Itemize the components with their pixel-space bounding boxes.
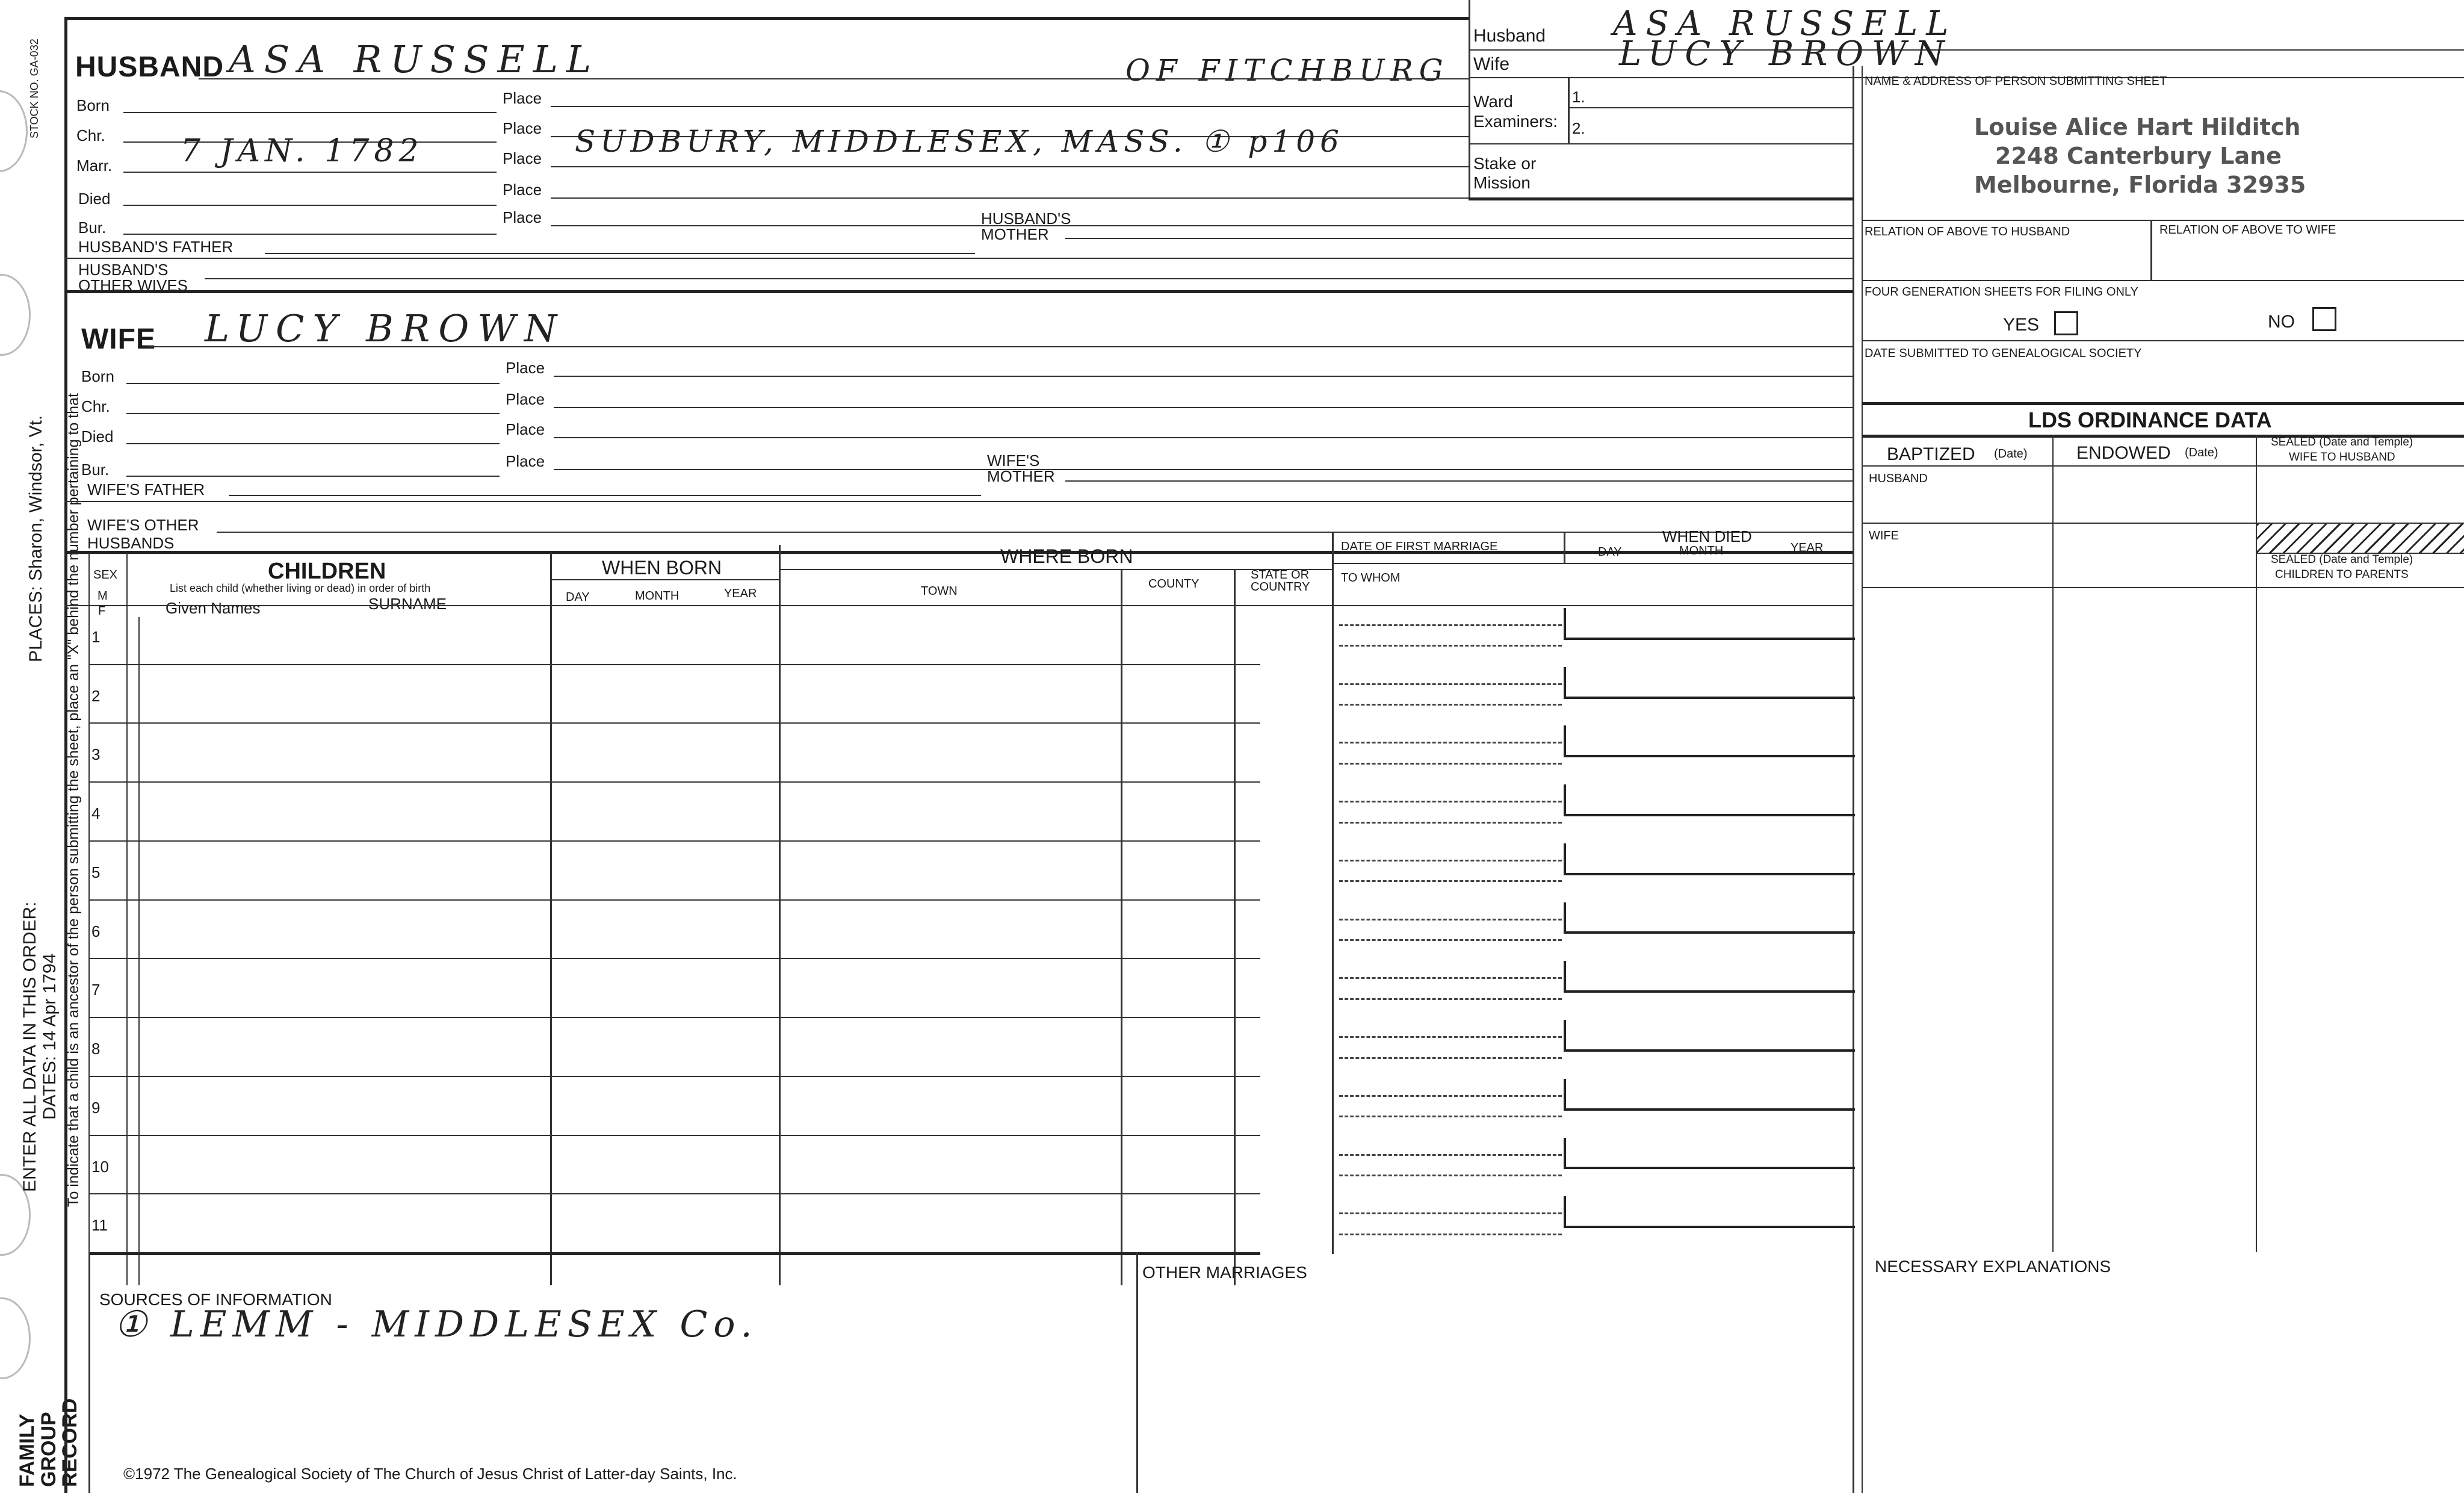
- husband-father-label: HUSBAND'S FATHER: [78, 238, 234, 256]
- husband-chr-label: Chr.: [76, 126, 105, 144]
- when-born-left: [550, 553, 552, 1285]
- child-marriage-dash: [1339, 624, 1562, 626]
- husband-marr-date: 7 JAN. 1782: [181, 133, 424, 169]
- date-submitted-label: DATE SUBMITTED TO GENEALOGICAL SOCIETY: [1865, 347, 2142, 360]
- header-husband-value: ASA RUSSELL: [1613, 4, 1957, 43]
- state-left: [1234, 569, 1236, 1285]
- husband-father-sep: [64, 258, 1853, 259]
- husband-died-label: Died: [78, 190, 111, 208]
- child-row-number: 7: [91, 981, 101, 999]
- lds-hatched-area: [2257, 524, 2464, 553]
- ward-label: Ward: [1473, 92, 1513, 111]
- no-checkbox[interactable]: [2312, 307, 2336, 331]
- child-whom-dash: [1339, 645, 1562, 647]
- child-row-separator: [88, 840, 1260, 842]
- husband-mother-label: HUSBAND'S MOTHER: [981, 210, 1071, 243]
- header-husband-label: Husband: [1473, 26, 1546, 46]
- husband-other-wives-label: HUSBAND'S OTHER WIVES: [78, 261, 188, 294]
- relation-wife-label: RELATION OF ABOVE TO WIFE: [2159, 223, 2336, 237]
- child-whom-dash: [1339, 998, 1562, 1000]
- born-month: MONTH: [635, 589, 679, 603]
- wife-bur-label: Bur.: [81, 461, 110, 479]
- husband-born-label: Born: [76, 96, 110, 114]
- husband-section-bottom: [64, 290, 1853, 293]
- child-died-field: [1564, 1020, 1855, 1052]
- wife-died-place-line: [554, 437, 1853, 438]
- frame-left: [64, 17, 67, 1493]
- child-marriage-dash: [1339, 860, 1562, 861]
- punch-hole: [0, 90, 28, 172]
- punch-hole: [0, 274, 31, 356]
- four-gen-bottom: [1862, 340, 2464, 341]
- children-instructions: List each child (whether living or dead) in order of birth: [170, 582, 431, 594]
- divider-right: [1853, 66, 1854, 1493]
- child-whom-dash: [1339, 880, 1562, 882]
- form-title-text: FAMILY GROUP RECORD: [16, 1398, 82, 1487]
- enter-all-note: ENTER ALL DATA IN THIS ORDER:: [20, 901, 40, 1192]
- child-row-number: 9: [91, 1098, 101, 1117]
- wife-bur-place-line: [554, 469, 1853, 470]
- sex-f: F: [98, 604, 106, 618]
- children-header-bottom: [64, 605, 1853, 606]
- wife-heading: WIFE: [81, 323, 156, 355]
- child-row-number: 11: [91, 1216, 108, 1235]
- child-whom-dash: [1339, 822, 1562, 824]
- form-title: [16, 1398, 82, 1487]
- relation-bottom: [1862, 280, 2464, 281]
- husband-bur-place-label: Place: [503, 208, 542, 226]
- wife-mother-line: [1065, 480, 1853, 482]
- child-marriage-dash: [1339, 977, 1562, 979]
- bottom-left: [88, 1252, 90, 1493]
- sealed-children-1: SEALED (Date and Temple): [2271, 553, 2413, 566]
- wife-chr-place-line: [554, 407, 1853, 408]
- child-marriage-dash: [1339, 919, 1562, 920]
- child-marriage-dash: [1339, 683, 1562, 685]
- sealed-wife-1: SEALED (Date and Temple): [2271, 436, 2413, 449]
- child-row-separator: [88, 958, 1260, 959]
- child-whom-dash: [1339, 763, 1562, 765]
- child-whom-dash: [1339, 1057, 1562, 1059]
- necessary-explanations-label: NECESSARY EXPLANATIONS: [1875, 1257, 2111, 1276]
- other-marriages-label: OTHER MARRIAGES: [1142, 1263, 1307, 1282]
- child-row-number: 10: [91, 1157, 109, 1176]
- child-died-field: [1564, 608, 1855, 640]
- submitter-bottom: [1862, 220, 2464, 221]
- child-died-field: [1564, 961, 1855, 993]
- wife-father-label: WIFE'S FATHER: [87, 480, 205, 498]
- husband-born-line: [123, 112, 497, 113]
- sex-label: SEX: [93, 568, 118, 582]
- county-left: [1121, 569, 1122, 1285]
- state-label-2: COUNTRY: [1251, 580, 1310, 594]
- wife-section-bottom: [64, 551, 1853, 554]
- given-names-label: Given Names: [166, 599, 261, 617]
- child-row-separator: [88, 1017, 1260, 1018]
- wife-other-husbands-line: [217, 532, 1853, 533]
- sealed-wife-2: WIFE TO HUSBAND: [2289, 451, 2395, 464]
- born-year: YEAR: [724, 587, 757, 600]
- child-whom-dash: [1339, 1116, 1562, 1117]
- state-label-1: STATE OR: [1251, 568, 1310, 582]
- punch-hole: [0, 1297, 31, 1379]
- lds-wife-label: WIFE: [1869, 529, 1899, 542]
- to-whom-label: TO WHOM: [1341, 571, 1401, 585]
- wife-chr-place-label: Place: [506, 390, 545, 408]
- born-day: DAY: [566, 591, 590, 604]
- died-year: YEAR: [1791, 541, 1824, 554]
- header-box-bottom: [1469, 197, 1854, 200]
- died-left: [1564, 532, 1565, 563]
- source-entry: ① LEMM - MIDDLESEX Co.: [114, 1303, 758, 1346]
- husband-extra: OF FITCHBURG: [1125, 53, 1449, 88]
- town-label: TOWN: [921, 585, 958, 598]
- husband-died-place-label: Place: [503, 181, 542, 199]
- mission-label: Mission: [1473, 173, 1531, 192]
- child-whom-dash: [1339, 1175, 1562, 1176]
- child-row-number: 1: [91, 628, 101, 646]
- ancestor-instruction: To indicate that a child is an ancestor of the person submitting the sheet, place an "X" behind the number pertaining to that: [65, 393, 82, 1207]
- child-row-number: 6: [91, 922, 101, 940]
- examiner-1: 1.: [1572, 88, 1585, 106]
- frame-top: [64, 17, 1470, 20]
- submitter-city: Melbourne, Florida 32935: [1974, 172, 2306, 198]
- child-row-number: 5: [91, 863, 101, 881]
- children-name-left: [126, 553, 128, 1285]
- county-label: COUNTY: [1148, 577, 1199, 591]
- examiner-2: 2.: [1572, 119, 1585, 137]
- submitter-name: Louise Alice Hart Hilditch: [1974, 114, 2301, 140]
- child-row-number: 4: [91, 804, 101, 823]
- submitter-street: 2248 Canterbury Lane: [1995, 143, 2282, 169]
- relation-husband-label: RELATION OF ABOVE TO HUSBAND: [1865, 225, 2070, 238]
- wife-born-line: [126, 383, 500, 384]
- wife-died-place-label: Place: [506, 420, 545, 438]
- children-title: CHILDREN: [268, 559, 386, 584]
- copyright: ©1972 The Genealogical Society of The Church of Jesus Christ of Latter-day Saints, Inc.: [123, 1465, 737, 1483]
- husband-name: ASA RUSSELL: [229, 37, 600, 81]
- husband-marr-label: Marr.: [76, 157, 113, 175]
- wife-born-place-label: Place: [506, 359, 545, 377]
- examiner-1-line: [1568, 107, 1853, 108]
- wife-chr-label: Chr.: [81, 397, 110, 415]
- child-row-separator: [88, 1135, 1260, 1136]
- marriage-left: [1332, 532, 1334, 1254]
- husband-bur-place-line: [551, 225, 1853, 226]
- child-died-field: [1564, 725, 1855, 757]
- husband-died-line: [123, 205, 497, 206]
- sex-m: M: [98, 589, 108, 603]
- wife-chr-line: [126, 413, 500, 414]
- lds-wife-bottom: [1862, 587, 2464, 588]
- husband-born-place-line: [551, 106, 1469, 107]
- child-died-field: [1564, 784, 1855, 816]
- husband-name-line: [199, 78, 1469, 79]
- wife-bur-line: [126, 476, 500, 477]
- marriage-sub: [1332, 563, 1853, 564]
- child-marriage-dash: [1339, 1036, 1562, 1038]
- wife-name-line: [147, 346, 1853, 347]
- sealed-children-2: CHILDREN TO PARENTS: [2275, 568, 2409, 581]
- husband-father-line: [265, 253, 975, 254]
- died-month: MONTH: [1679, 544, 1724, 557]
- husband-bur-line: [123, 234, 497, 235]
- child-row-separator: [88, 1193, 1260, 1194]
- child-row-separator: [88, 664, 1260, 665]
- stock-number: STOCK NO. GA-032: [28, 39, 40, 138]
- when-born-sub: [550, 579, 779, 580]
- husband-marr-place: SUDBURY, MIDDLESEX, MASS. ① p106: [575, 124, 1344, 159]
- endowed-date-label: (Date): [2185, 446, 2218, 459]
- child-row-separator: [88, 781, 1260, 783]
- other-marriages-left: [1136, 1252, 1138, 1493]
- when-died-label: WHEN DIED: [1662, 527, 1752, 545]
- when-born-label: WHEN BORN: [602, 557, 722, 579]
- divider-header: [1469, 0, 1470, 199]
- child-row-number: 8: [91, 1040, 101, 1058]
- husband-other-wives-line: [205, 278, 1853, 279]
- child-row-separator: [88, 1076, 1260, 1077]
- child-whom-dash: [1339, 1234, 1562, 1235]
- places-note: PLACES: Sharon, Windsor, Vt.: [26, 415, 46, 662]
- wife-other-husbands-label: WIFE'S OTHER HUSBANDS: [87, 516, 199, 552]
- husband-born-place-label: Place: [503, 89, 542, 107]
- four-gen-label: FOUR GENERATION SHEETS FOR FILING ONLY: [1865, 285, 2138, 299]
- dates-note: DATES: 14 Apr 1794: [40, 953, 60, 1120]
- children-table-bottom: [88, 1252, 1260, 1255]
- examiners-divider: [1568, 77, 1570, 143]
- yes-checkbox[interactable]: [2054, 311, 2078, 335]
- lds-divider-2: [2256, 435, 2257, 1252]
- lds-divider-1: [2052, 435, 2054, 1252]
- surname-label: SURNAME: [368, 595, 447, 613]
- child-marriage-dash: [1339, 1212, 1562, 1214]
- child-row-separator: [88, 722, 1260, 724]
- wife-father-line: [229, 495, 981, 496]
- relation-divider: [2150, 220, 2152, 280]
- child-marriage-dash: [1339, 1154, 1562, 1156]
- submitter-label: NAME & ADDRESS OF PERSON SUBMITTING SHEET: [1865, 75, 2167, 88]
- husband-marr-line: [123, 172, 497, 173]
- yes-label: YES: [2003, 315, 2040, 335]
- husband-heading: HUSBAND: [75, 51, 224, 83]
- child-marriage-dash: [1339, 742, 1562, 743]
- wife-bur-place-label: Place: [506, 452, 545, 470]
- child-marriage-dash: [1339, 1095, 1562, 1097]
- baptized-date-label: (Date): [1994, 447, 2028, 461]
- child-row-number: 3: [91, 745, 101, 764]
- child-row-number: 2: [91, 686, 101, 705]
- where-born-label: WHERE BORN: [1000, 545, 1133, 567]
- child-died-field: [1564, 1079, 1855, 1111]
- wife-father-sep: [64, 501, 1853, 502]
- wife-mother-label: WIFE'S MOTHER: [987, 452, 1055, 485]
- child-marriage-dash: [1339, 801, 1562, 802]
- header-wife-label: Wife: [1473, 54, 1509, 74]
- children-sex-divider: [88, 553, 90, 1285]
- where-born-left: [779, 545, 781, 1285]
- wife-name: LUCY BROWN: [205, 306, 566, 350]
- examiners-bottom: [1469, 143, 1853, 144]
- endowed-label: ENDOWED: [2076, 443, 2171, 463]
- date-submitted-bottom: [1862, 402, 2464, 405]
- lds-header-bottom: [1862, 465, 2464, 467]
- wife-born-label: Born: [81, 367, 114, 385]
- children-name-inner: [138, 617, 140, 1285]
- husband-marr-place-line: [551, 166, 1469, 167]
- baptized-label: BAPTIZED: [1887, 444, 1975, 464]
- lds-title: LDS ORDINANCE DATA: [2028, 408, 2272, 432]
- child-died-field: [1564, 843, 1855, 875]
- lds-husband-label: HUSBAND: [1869, 472, 1928, 485]
- husband-chr-place-label: Place: [503, 119, 542, 137]
- child-row-separator: [88, 899, 1260, 901]
- husband-bur-label: Bur.: [78, 219, 107, 237]
- examiners-label: Examiners:: [1473, 112, 1558, 131]
- husband-mother-line: [1065, 238, 1853, 239]
- child-died-field: [1564, 1138, 1855, 1170]
- child-died-field: [1564, 902, 1855, 934]
- no-label: NO: [2268, 312, 2295, 332]
- header-wife-value: LUCY BROWN: [1619, 34, 1953, 73]
- header-husband-line: [1469, 49, 2464, 51]
- first-marriage-label: DATE OF FIRST MARRIAGE: [1341, 540, 1498, 553]
- wife-died-line: [126, 443, 500, 444]
- child-died-field: [1564, 667, 1855, 699]
- sources-label: SOURCES OF INFORMATION: [99, 1290, 332, 1309]
- stake-label: Stake or: [1473, 154, 1537, 173]
- wife-born-place-line: [554, 376, 1853, 377]
- wife-died-label: Died: [81, 427, 114, 445]
- child-whom-dash: [1339, 939, 1562, 941]
- died-day: DAY: [1598, 545, 1622, 559]
- child-died-field: [1564, 1196, 1855, 1228]
- child-whom-dash: [1339, 704, 1562, 706]
- husband-marr-place-label: Place: [503, 149, 542, 167]
